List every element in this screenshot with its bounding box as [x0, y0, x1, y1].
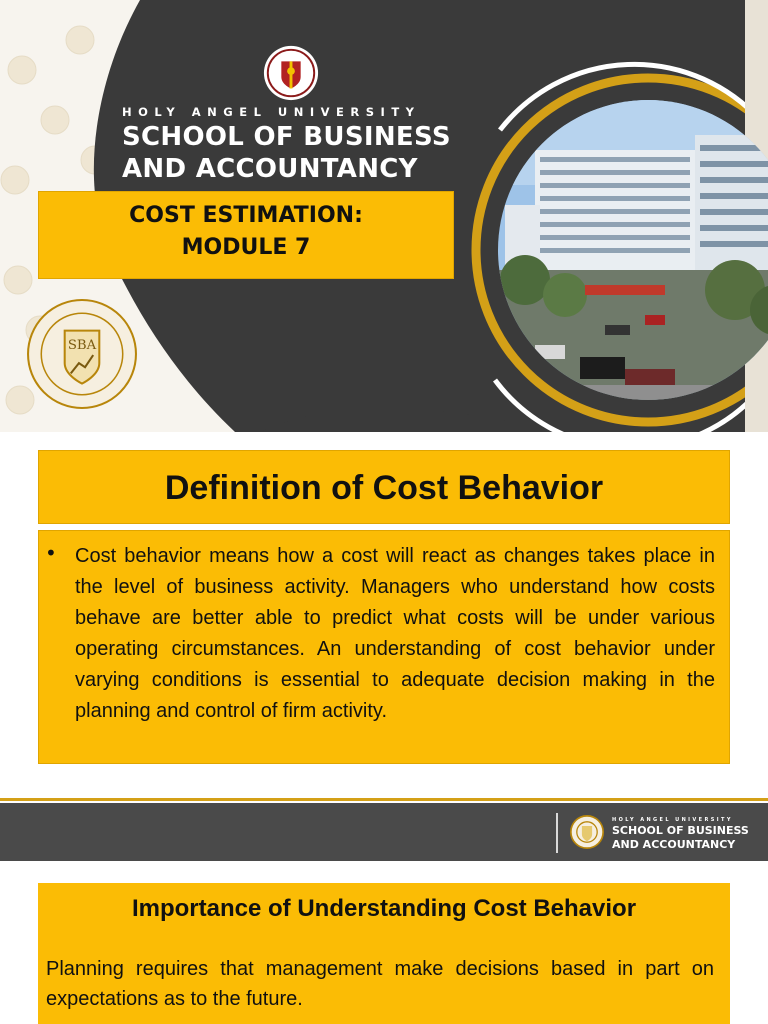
footer-divider: [556, 813, 558, 853]
school-name-line2: AND ACCOUNTANCY: [122, 154, 418, 184]
footer-school-name: [612, 824, 749, 852]
module-title-line2: MODULE 7: [181, 235, 311, 260]
module-title-box: [38, 191, 454, 279]
footer-school-line1: SCHOOL OF BUSINESS: [612, 824, 749, 837]
svg-text:SBA: SBA: [67, 337, 97, 353]
footer-school-line2: AND ACCOUNTANCY: [612, 838, 736, 851]
module-title-line1: COST ESTIMATION:: [129, 203, 363, 228]
importance-text: Planning requires that management make decisions based in part on expectations as to the future.: [46, 958, 714, 1010]
campus-building-photo: [495, 95, 768, 405]
cover-slide: [0, 0, 768, 432]
footer-university-name: HOLY ANGEL UNIVERSITY: [612, 817, 733, 823]
footer-bar: [0, 803, 768, 861]
definition-text: Cost behavior means how a cost will react as changes takes place in the level of business activity. Managers who understand how costs behave are better able to predict what costs will be under various operating circumstances. An understanding of cost behavior under varying conditions is essential to adequate decision making in the planning and control of firm activity.: [75, 545, 715, 722]
importance-heading: Importance of Understanding Cost Behavior: [131, 895, 637, 922]
sba-seal-icon: [26, 298, 138, 410]
university-seal-icon: [262, 44, 320, 102]
definition-body-box: [38, 530, 730, 764]
bullet-icon: •: [45, 541, 57, 565]
definition-heading: Definition of Cost Behavior: [164, 469, 604, 507]
footer-seal-icon: [570, 815, 604, 849]
university-name: HOLY ANGEL UNIVERSITY: [122, 105, 421, 119]
importance-box: [38, 883, 730, 1024]
school-name: [122, 121, 451, 185]
school-name-line1: SCHOOL OF BUSINESS: [122, 122, 451, 152]
content-slide: [0, 432, 768, 1024]
gold-divider-line: [0, 798, 768, 801]
definition-heading-box: [38, 450, 730, 524]
